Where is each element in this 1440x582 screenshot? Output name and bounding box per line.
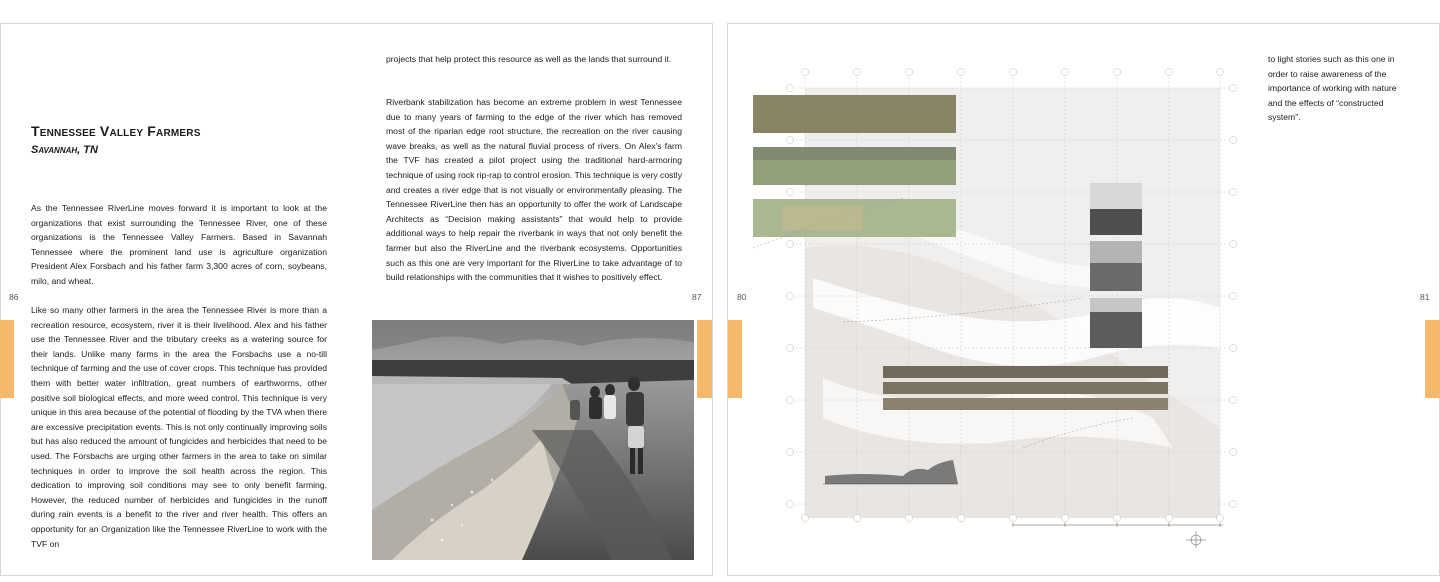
riverbank-photo-image [372, 320, 694, 560]
paragraph-riverbank: Riverbank stabilization has become an extreme problem in west Tennessee due to many years of farming to the edge of the river which has removed most of the riparian edge root structure, the recreation on the river causing wave breaks, as well as the natural fluvial process of rivers. On Alex's farm the TVF has created a pilot project using the traditional hard-armoring technique of using rock rip-rap to control erosion. This technique is very costly and creates a river edge that is not visually or environmentally pleasing. The Tennessee RiverLine then has an opportunity to offer the work of Landscape Architects as “Decision making assistants” that would help to provide additional ways to help repair the riverbank in ways that not only benefit the farmer but also the RiverLine and the riverbank ecosystems. Opportunities such as this one are very important for the RiverLine to take advantage of to build relationships with the communities that it wishes to positively effect. [386, 97, 682, 283]
page-number-87: 87 [692, 292, 702, 302]
paragraph-intro: As the Tennessee RiverLine moves forward it is important to look at the organizations that exist surrounding the Tennessee River, one of these organizations is the Tennessee Valley Farmers. Based in Savannah Tennessee where the prominent land use is agriculture organization President Alex Forsbach and his father farm 3,300 acres of corn, soybeans, milo, and wheat. [31, 203, 327, 286]
river-map-diagram [753, 48, 1243, 548]
river-map-svg [753, 48, 1243, 548]
riverbank-photo [372, 320, 694, 560]
page-number-80: 80 [737, 292, 747, 302]
paragraph-continuation: projects that help protect this resource as well as the lands that surround it. [386, 54, 672, 64]
page-number-86: 86 [9, 292, 19, 302]
article-location: Savannah, TN [31, 144, 98, 156]
right-spread-right-tab [1425, 320, 1440, 398]
paragraph-awareness: to light stories such as this one in order to raise awareness of the importance of working with nature and the effects of “constructed system”. [1268, 54, 1397, 123]
paragraph-farming: Like so many other farmers in the area the Tennessee River is more than a recreation resource, ecosystem, river it is their livelihood. Alex and his father use the Tennessee River and the tributary creeks as a watering source for their lands. Unlike many farms in the area the Forsbachs use a no-till technique of farming and the use of cover crops. This technique has provided them with better water infiltration, great numbers of earthworms, other positive soil biological effects, and more weed control. This technique is very unique in this area because of the potential of flooding by the TVA when there are excessive precipitation events. This is not only continually improving soils but has also reduced the amount of fungicides and herbicides that need to be used. The Forsbachs are urging other farmers in the area to take on similar techniques in order to improve the soil health across the region. This dedication to improving soil conditions may see to only benefit farming. However, the reduced number of herbicides and fungicides in the runoff during rain events is a benefit to the river and river health. This offers an opportunity for an Organization like the Tennessee RiverLine to work with the TVF on [31, 305, 327, 549]
article-title: Tennessee Valley Farmers [31, 123, 201, 139]
right-spread-left-tab [728, 320, 742, 398]
left-page-tab [0, 320, 14, 398]
page-number-81: 81 [1420, 292, 1430, 302]
right-page-tab [697, 320, 712, 398]
